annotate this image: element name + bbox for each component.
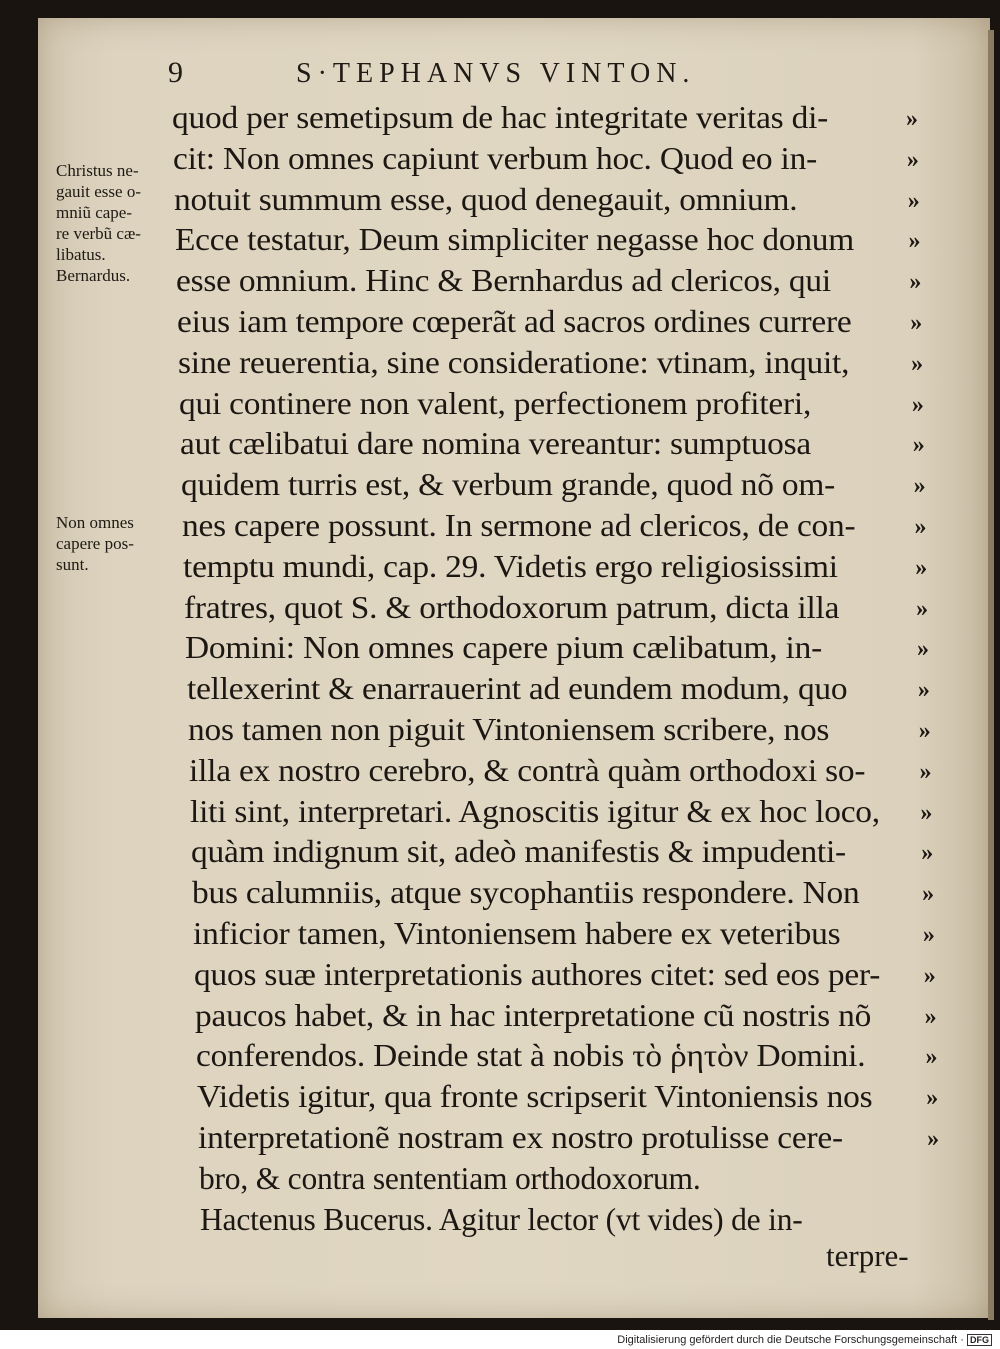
text-line: sine reuerentia, sine consideratione: vtinam, inquit, [178, 344, 850, 380]
text-line: nos tamen non piguit Vintoniensem scribere, nos [187, 712, 829, 747]
quotation-marker: » [908, 228, 921, 255]
quotation-marker: » [912, 432, 925, 459]
marginal-note-line: mniũ cape- [56, 203, 132, 222]
quotation-marker: » [926, 1085, 939, 1112]
quotation-marker: » [917, 636, 929, 663]
text-line: nes capere possunt. In sermone ad clericos, de con- [182, 508, 856, 543]
quotation-marker: » [915, 554, 928, 581]
marginal-note-line: Bernardus. [56, 266, 131, 285]
text-line: bro, & contra sententiam orthodoxorum. [198, 1160, 701, 1196]
quotation-marker: » [921, 840, 934, 867]
text-line: quos suæ interpretationis authores citet: sed eos per- [193, 956, 880, 992]
quotation-marker: » [909, 269, 922, 296]
marginal-note-line: libatus. [56, 245, 106, 264]
text-line: quàm indignum sit, adeò manifestis & impudenti- [190, 834, 846, 870]
marginal-note-line: re verbũ cæ- [56, 224, 141, 243]
text-line: temptu mundi, cap. 29. Videtis ergo religiosissimi [183, 548, 839, 584]
text-line: esse omnium. Hinc & Bernhardus ad clericos, qui [176, 263, 832, 299]
dfg-logo: DFG [967, 1334, 992, 1346]
marginal-note-line: capere pos- [56, 534, 134, 553]
quotation-marker: » [922, 881, 935, 908]
text-line: aut cælibatui dare nomina vereantur: sumptuosa [180, 426, 812, 462]
text-line: Domini: Non omnes capere pium cælibatum, in- [185, 630, 823, 666]
quotation-marker: » [924, 1003, 937, 1030]
text-line: liti sint, interpretari. Agnoscitis igitur & ex hoc loco, [189, 793, 880, 829]
text-line: Hactenus Bucerus. Agitur lector (vt vides) de in- [200, 1201, 803, 1237]
quotation-marker: » [911, 350, 924, 377]
quotation-marker: » [906, 106, 918, 132]
text-line: inficior tamen, Vintoniensem habere ex veteribus [192, 916, 841, 951]
quotation-marker: » [911, 391, 924, 418]
quotation-marker: » [913, 473, 926, 500]
quotation-marker: » [923, 962, 936, 989]
text-line: qui continere non valent, perfectionem profiteri, [179, 385, 812, 421]
quotation-marker: » [922, 922, 935, 948]
text-line: interpretationẽ nostram ex nostro protulisse cere- [197, 1120, 843, 1155]
quotation-marker: » [918, 718, 931, 744]
page-header [0, 52, 1000, 96]
quotation-marker: » [925, 1044, 938, 1071]
text-line: Videtis igitur, qua fronte scripserit Vintoniensis nos [196, 1079, 873, 1115]
catchword: terpre- [826, 1238, 909, 1273]
text-line: illa ex nostro cerebro, & contrà quàm orthodoxi so- [188, 752, 865, 788]
quotation-marker: » [914, 514, 927, 540]
quotation-marker: » [907, 187, 920, 214]
text-line: conferendos. Deinde stat à nobis τὸ ῥητὸν Domini. [195, 1038, 866, 1074]
quotation-marker: » [917, 677, 930, 704]
quotation-marker: » [906, 146, 919, 173]
quotation-marker: » [919, 758, 932, 785]
marginal-note-line: Christus ne- [56, 161, 139, 180]
text-line: eius iam tempore cœperãt ad sacros ordines currere [177, 304, 852, 339]
quotation-marker: » [920, 799, 933, 826]
text-line: notuit summum esse, quod denegauit, omnium. [174, 181, 798, 217]
marginal-note-christus [56, 160, 174, 286]
quotation-marker: » [927, 1126, 940, 1152]
text-line: cit: Non omnes capiunt verbum hoc. Quod eo in- [173, 140, 818, 176]
folio-number: 9 [168, 56, 183, 89]
page-edge [988, 30, 994, 1320]
digitization-footer [617, 1334, 992, 1346]
running-title: S·TEPHANVS VINTON. [296, 58, 696, 89]
text-line: fratres, quot S. & orthodoxorum patrum, dicta illa [184, 589, 840, 625]
footer-text: Digitalisierung gefördert durch die Deutsche Forschungsgemeinschaft · [617, 1334, 964, 1346]
text-line: Ecce testatur, Deum simpliciter negasse hoc donum [175, 222, 855, 258]
text-line: quod per semetipsum de hac integritate veritas di- [172, 100, 829, 135]
marginal-note-line: sunt. [56, 555, 89, 574]
text-line: quidem turris est, & verbum grande, quod nõ om- [181, 467, 836, 503]
marginal-note-line: gauit esse o- [56, 182, 141, 201]
text-line: tellexerint & enarrauerint ad eundem modum, quo [186, 671, 847, 707]
text-line: paucos habet, & in hac interpretatione cũ nostris nõ [194, 997, 871, 1033]
quotation-marker: » [910, 310, 923, 336]
text-line: bus calumniis, atque sycophantiis respondere. Non [191, 875, 860, 911]
marginal-note-non-omnes [56, 512, 174, 575]
quotation-marker: » [916, 595, 929, 622]
marginal-note-line: Non omnes [56, 513, 134, 532]
